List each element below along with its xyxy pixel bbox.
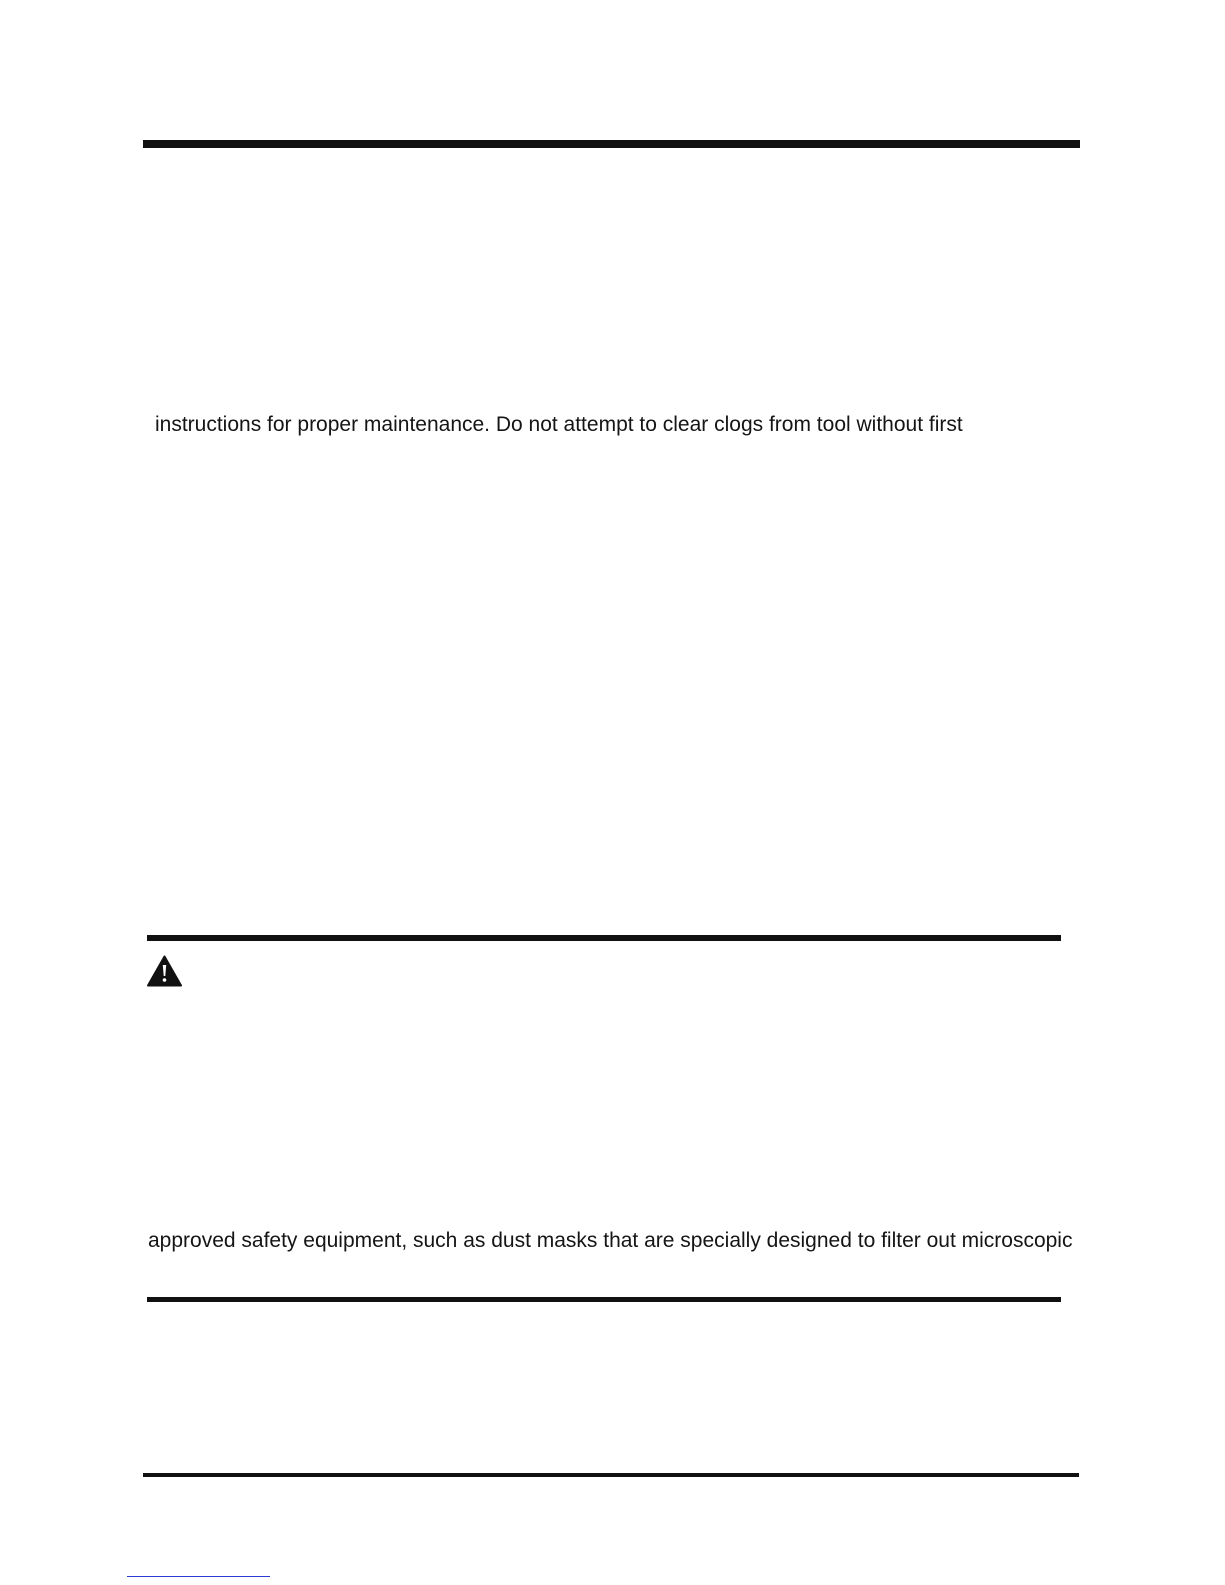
warning-box-bottom-border <box>147 1297 1061 1302</box>
footer-divider <box>143 1473 1079 1477</box>
maintenance-instruction-line: instructions for proper maintenance. Do not attempt to clear clogs from tool without first <box>155 413 963 436</box>
warning-box-top-border <box>147 935 1061 941</box>
warning-triangle-icon <box>147 955 182 987</box>
top-divider <box>143 140 1080 148</box>
link-underline[interactable] <box>127 1576 270 1577</box>
warning-safety-equipment-line: approved safety equipment, such as dust masks that are specially designed to filter out microscopic <box>148 1229 1073 1252</box>
